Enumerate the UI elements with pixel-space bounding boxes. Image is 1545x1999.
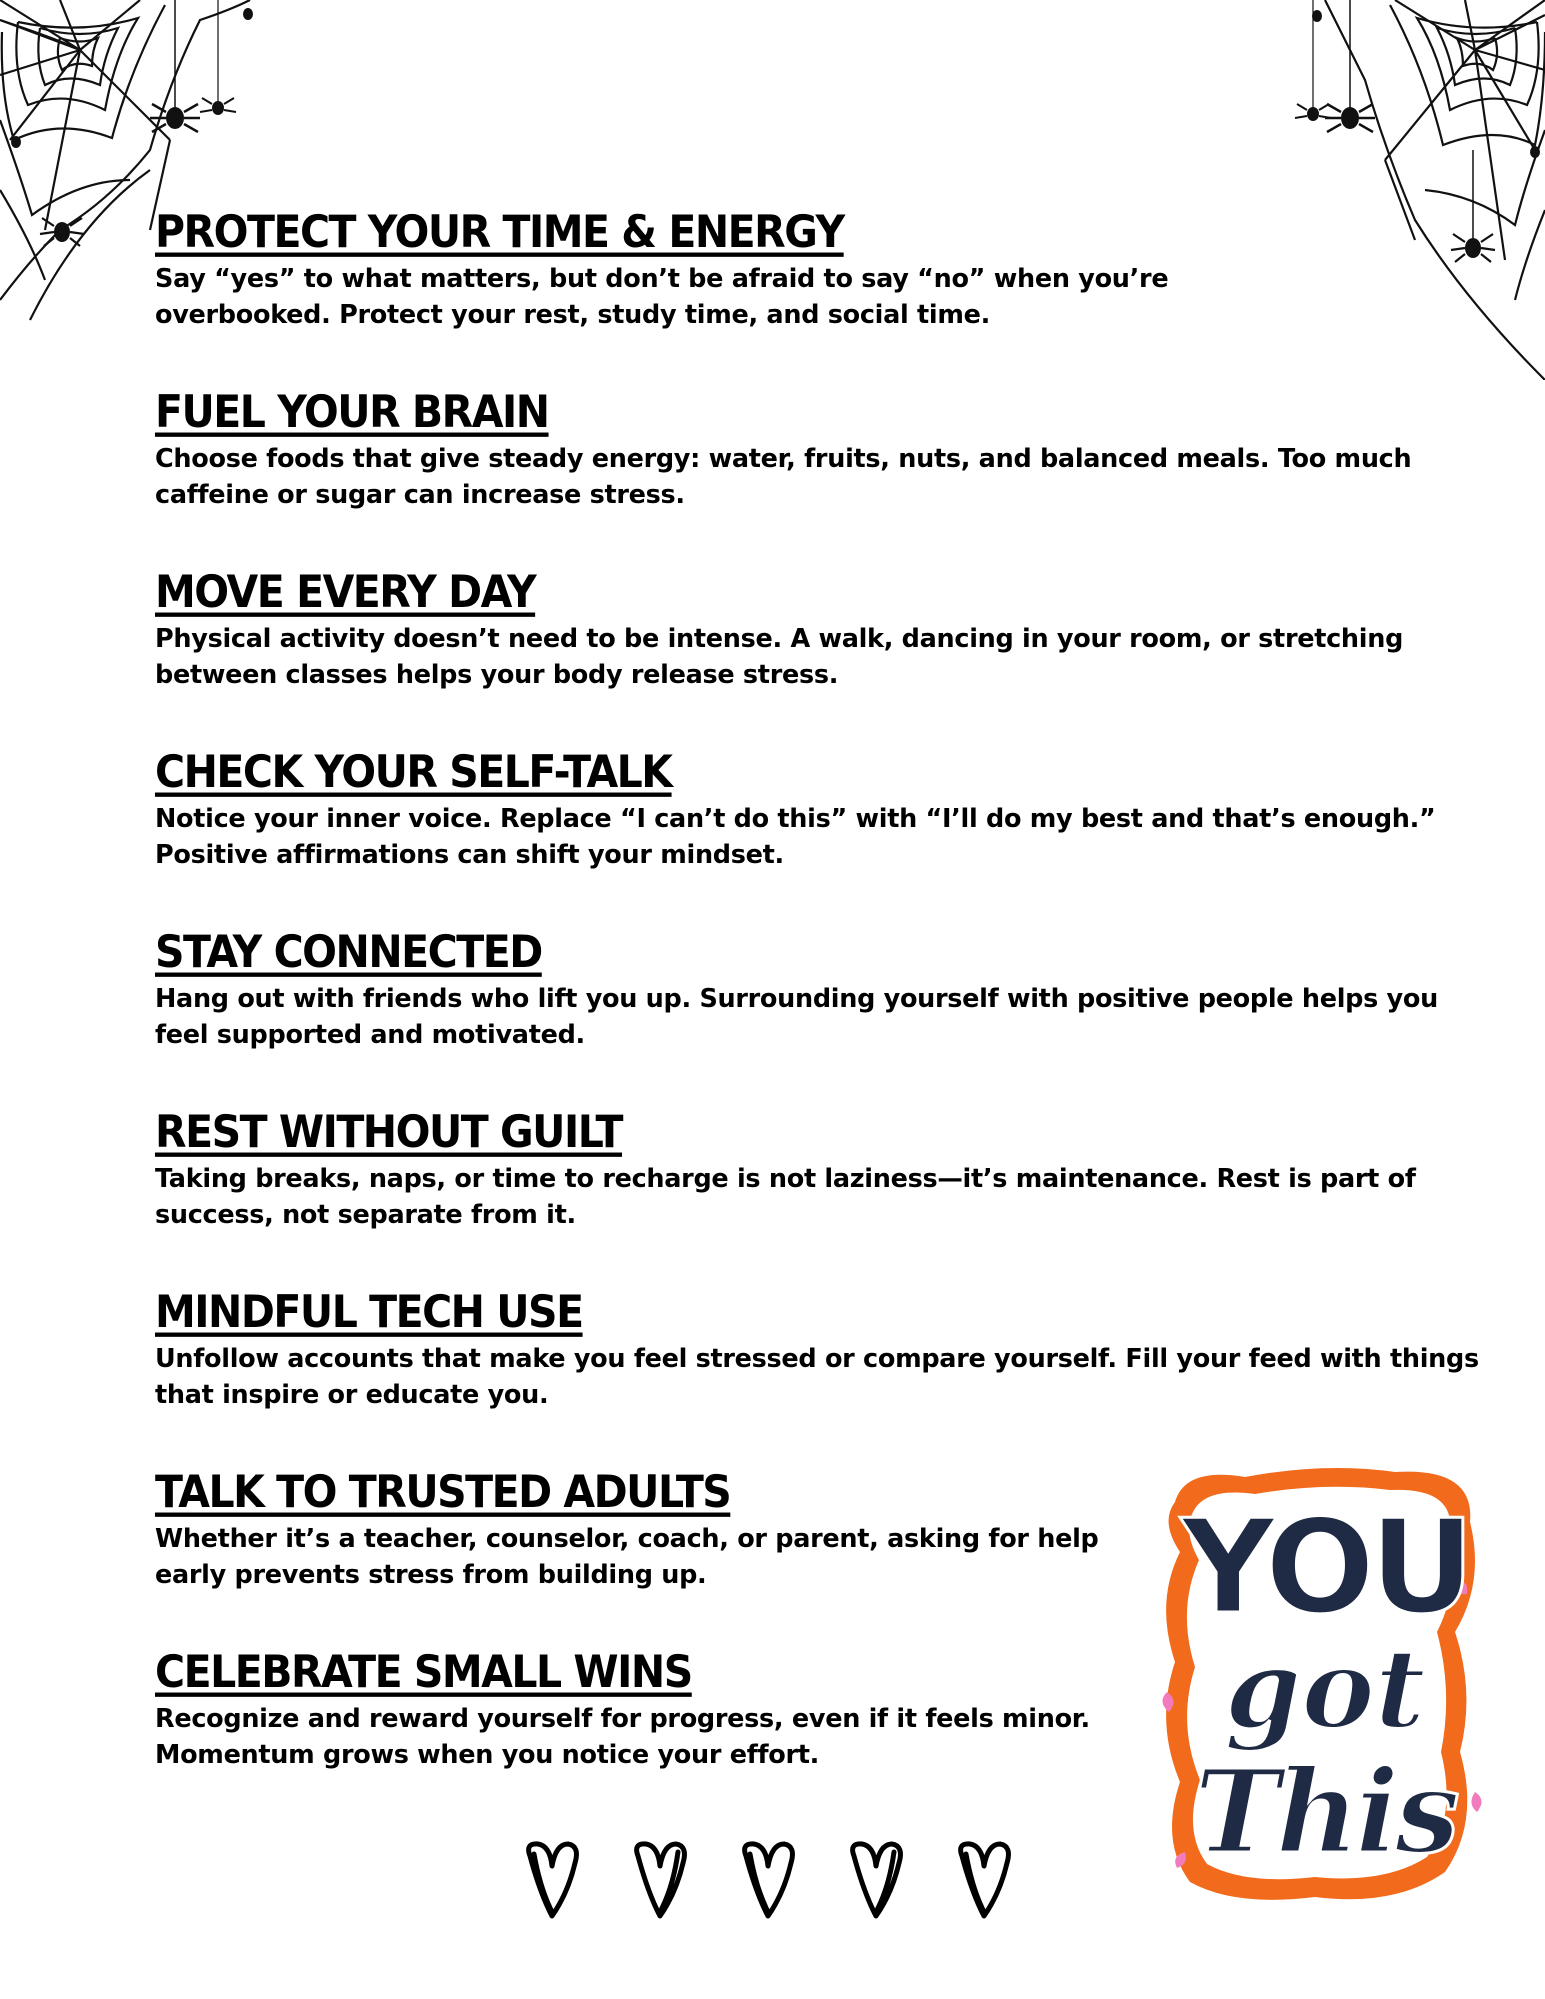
tip-section — [155, 385, 1495, 513]
heart-outline-icon — [853, 1844, 901, 1916]
section-text: Unfollow accounts that make you feel stressed or compare yourself. Fill your feed with things that inspire or educate you. — [155, 1344, 1479, 1410]
tip-section — [155, 925, 1495, 1053]
section-text: Notice your inner voice. Replace “I can’t do this” with “I’ll do my best and that’s enough.” Positive affirmations can shift your mindset. — [155, 804, 1436, 870]
badge-line-1: YOU — [1181, 1491, 1469, 1643]
section-text: Physical activity doesn’t need to be intense. A walk, dancing in your room, or stretching between classes helps your body release stress. — [155, 624, 1404, 690]
tip-section — [155, 205, 1495, 333]
section-text: Recognize and reward yourself for progress, even if it feels minor. Momentum grows when you notice your effort. — [155, 1704, 1090, 1770]
section-heading: STAY CONNECTED — [155, 926, 542, 978]
section-text: Say “yes” to what matters, but don’t be afraid to say “no” when you’re overbooked. Protect your rest, study time, and social time. — [155, 264, 1169, 330]
heart-outline-icon — [637, 1844, 685, 1916]
heart-outline-icon — [529, 1844, 577, 1916]
hearts-row — [520, 1838, 1040, 1928]
section-heading: MOVE EVERY DAY — [155, 566, 536, 618]
section-heading: REST WITHOUT GUILT — [155, 1106, 623, 1158]
heart-outline-icon — [745, 1844, 793, 1916]
section-heading: CHECK YOUR SELF-TALK — [155, 746, 672, 798]
section-text: Whether it’s a teacher, counselor, coach, or parent, asking for help early prevents stress from building up. — [155, 1524, 1099, 1590]
you-got-this-badge — [1155, 1462, 1495, 1912]
section-heading: CELEBRATE SMALL WINS — [155, 1646, 692, 1698]
section-text: Taking breaks, naps, or time to recharge is not laziness—it’s maintenance. Rest is part of success, not separate from it. — [155, 1164, 1416, 1230]
tip-section — [155, 1105, 1495, 1233]
tip-section — [155, 745, 1495, 873]
section-text: Choose foods that give steady energy: water, fruits, nuts, and balanced meals. Too much caffeine or sugar can increase stress. — [155, 444, 1412, 510]
heart-outline-icon — [961, 1844, 1009, 1916]
tip-section — [155, 1285, 1495, 1413]
section-heading: TALK TO TRUSTED ADULTS — [155, 1466, 731, 1518]
tip-section — [155, 565, 1495, 693]
section-heading: PROTECT YOUR TIME & ENERGY — [155, 206, 844, 258]
section-heading: MINDFUL TECH USE — [155, 1286, 583, 1338]
section-heading: FUEL YOUR BRAIN — [155, 386, 549, 438]
badge-line-2: got — [1224, 1624, 1426, 1753]
badge-line-3: This — [1194, 1745, 1456, 1880]
section-text: Hang out with friends who lift you up. Surrounding yourself with positive people helps you feel supported and motivated. — [155, 984, 1438, 1050]
